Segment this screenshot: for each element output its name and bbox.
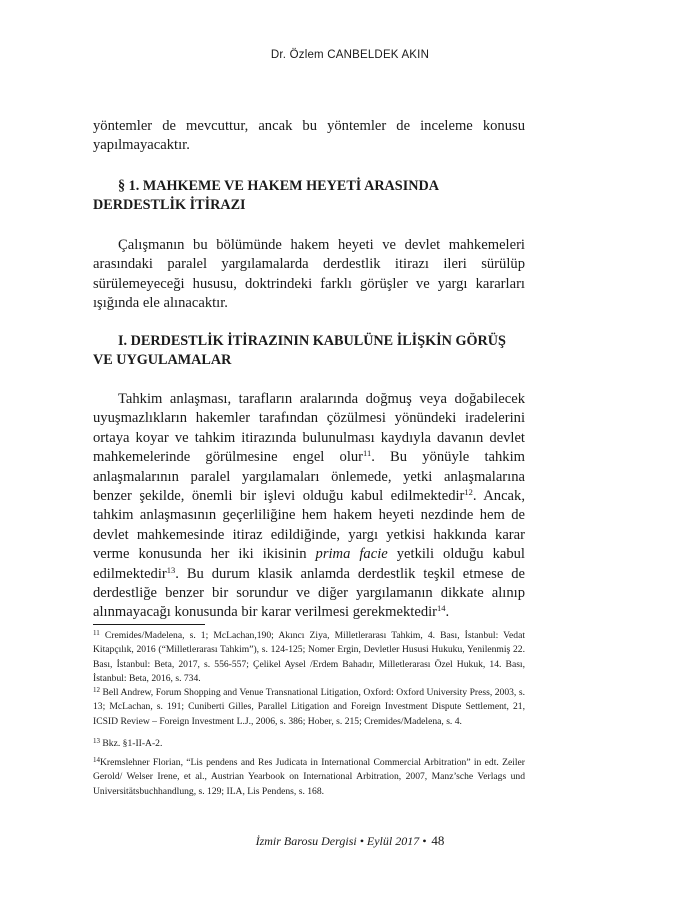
main-paragraph [93,390,525,623]
footnote-text: Kremslehner Florian, “Lis pendens and Res Judicata in International Commercial Arbitration” in edt. Zeiler Gerold/ Welser Irene, et al., Austrian Yearbook on International Arbitration, 2007, Manz’sche Verlags und Universitätsbuchhandlung, s. 129; ILA, Lis Pendens, s. 168. [93,757,525,797]
continued-paragraph: yöntemler de mevcuttur, ancak bu yöntemler de inceleme konusu yapılmayacaktır. [93,118,525,154]
page-footer [0,833,700,849]
footnote-text: Bkz. §1-II-A-2. [102,738,163,749]
main-paragraph-text: . Bu durum klasik anlamda derdestlik teşkil etmese de derdestliğe benzer bir sorundur ve diğer yargılamanın dikkate alınıp alınmayacağı konusunda bir karar verilmesi gerekmektedir [93,565,525,621]
footnote-text: Cremides/Madelena, s. 1; McLachan,190; Akıncı Ziya, Milletlerarası Tahkim, 4. Bası, İstanbul: Vedat Kitapçılık, 2016 (“Milletlerarası Tahkim”), s. 124-125; Nomer Ergin, Devletler Hususi Hukuku, Yenilenmiş 22. Bası, İstanbul: Beta, 2017, s. 556-557; Çelikel Aysel /Erdem Bahadır, Milletlerarası Özel Hukuk, 14. Bası, İstanbul: Beta, 2016, s. 734. [93,630,525,685]
footnote-number: 14 [93,756,100,764]
main-paragraph-text: . [445,604,450,621]
main-paragraph-text: yetkili olduğu kabul edilmektedir [93,546,525,582]
footnote-ref-11[interactable]: 11 [363,448,372,459]
footnote-number: 12 [93,686,100,694]
section-intro-paragraph: Çalışmanın bu bölümünde hakem heyeti ve devlet mahkemeleri arasındaki paralel yargılamalarda derdestlik itirazı ileri sürülüp sürülemeyeceği hususu, doktrindeki farklı görüşler ve yargı kararları ışığında ele alınacaktır. [93,237,525,312]
footnote-ref-14[interactable]: 14 [437,603,446,614]
footnote-number: 13 [93,737,100,745]
subsection-heading: I. DERDESTLİK İTİRAZININ KABULÜNE İLİŞKİN GÖRÜŞ VE UYGULAMALAR [93,333,506,369]
main-paragraph-text: . Ancak, tahkim anlaşmasının geçerliliğine hem hakem heyeti nezdinde hem de devlet mahkemesinde itiraz edildiğinde, yargı yetkisi hakkında karar verme konusunda her iki ikisinin [93,488,525,563]
main-paragraph-text: . Bu yönüyle tahkim anlaşmalarının paralel yargılamaları önlemede, yetki anlaşmalarına benzer şekilde, önemli bir işlevi olduğu kabul edilmektedir [93,449,525,505]
footnote-text: Bell Andrew, Forum Shopping and Venue Transnational Litigation, Oxford: Oxford University Press, 2003, s. 13; McLachan, s. 191; Cuniberti Gilles, Parallel Litigation and Foreign Investment Dispute Settlement, 21, ICSID Review – Foreign Investment L.J., 2006, s. 386; Hober, s. 215; Cremides/Madelena, s. 4. [93,687,525,727]
footnote-divider [93,624,205,625]
footnote-number: 11 [93,629,100,637]
prima-facie-term: prima facie [315,546,388,563]
main-paragraph-text: Tahkim anlaşması, tarafların aralarında doğmuş veya doğabilecek uyuşmazlıkların hakemler tarafından çözülmesi yönündeki iradelerini ortaya koyar ve tahkim itirazında bulunulması kaydıyla davanın devlet mahkemelerinde görülmesine engel olur [93,391,525,466]
footnote-12 [93,686,525,729]
footnote-13 [93,737,525,751]
footnote-ref-12[interactable]: 12 [464,487,473,498]
footnote-11 [93,629,525,687]
section-heading: § 1. MAHKEME VE HAKEM HEYETİ ARASINDA DERDESTLİK İTİRAZI [93,178,439,214]
running-head-author: Dr. Özlem CANBELDEK AKIN [270,49,430,61]
footnote-14 [93,756,525,799]
footnote-ref-13[interactable]: 13 [166,564,176,575]
page-number: 48 [431,833,445,848]
journal-name: İzmir Barosu Dergisi • Eylül 2017 • [255,834,427,848]
